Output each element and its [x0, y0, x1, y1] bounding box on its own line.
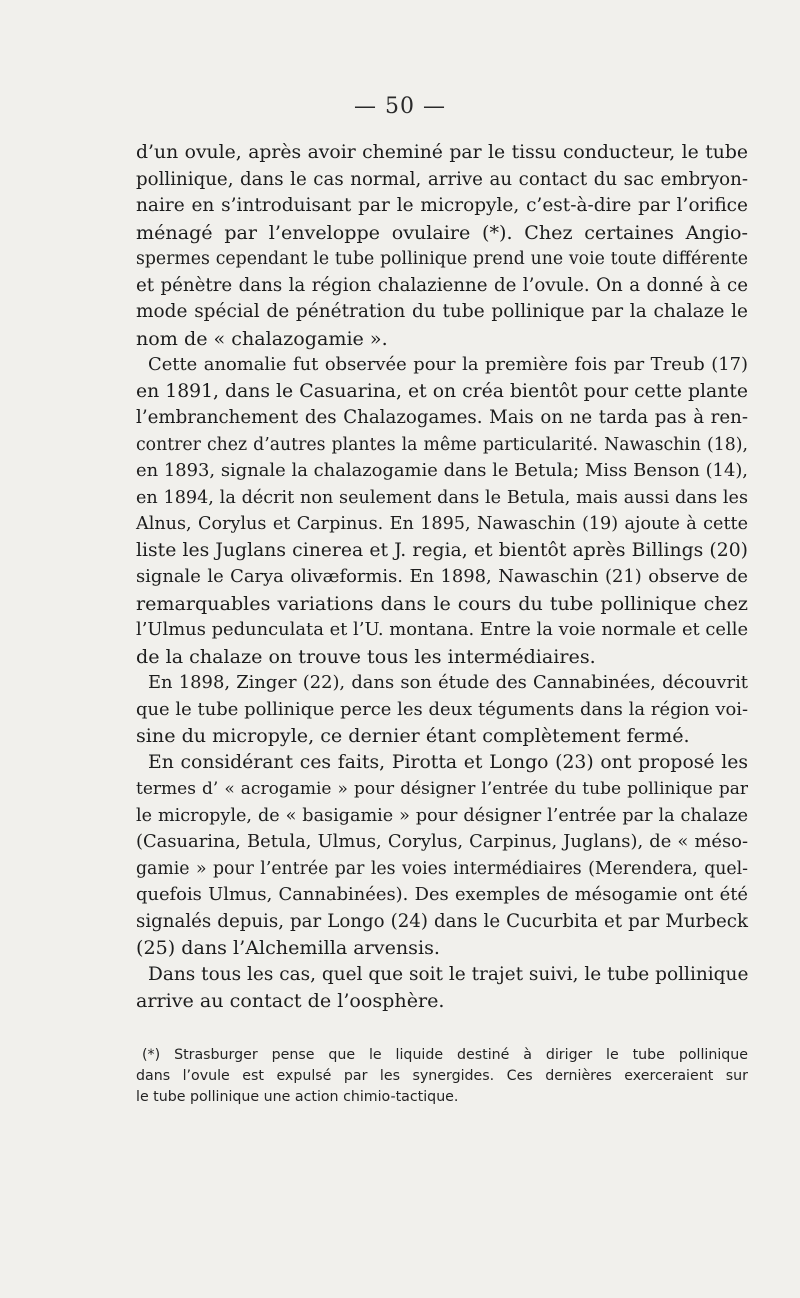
footnote-line: le tube pollinique une action chimio-tactique.: [136, 1089, 459, 1105]
footnote-line: (*) Strasburger pense que le liquide destiné à diriger le tube pollinique: [142, 1047, 748, 1063]
text-line: spermes cependant le tube pollinique prend une voie toute différente: [136, 249, 748, 269]
text-line: signale le Carya olivæformis. En 1898, Nawaschin (21) observe de: [136, 566, 748, 587]
text-line: (Casuarina, Betula, Ulmus, Corylus, Carpinus, Juglans), de « méso-: [136, 831, 748, 852]
text-line: contrer chez d’autres plantes la même particularité. Nawaschin (18),: [136, 434, 748, 455]
text-line: Dans tous les cas, quel que soit le trajet suivi, le tube pollinique: [148, 963, 749, 985]
text-line: En considérant ces faits, Pirotta et Longo (23) ont proposé les: [148, 751, 748, 773]
text-line: quefois Ulmus, Cannabinées). Des exemples de mésogamie ont été: [136, 884, 748, 905]
text-line: liste les Juglans cinerea et J. regia, et bientôt après Billings (20): [136, 539, 748, 561]
text-line: termes d’ « acrogamie » pour désigner l’entrée du tube pollinique par: [136, 779, 748, 799]
text-line: en 1894, la décrit non seulement dans le Betula, mais aussi dans les: [136, 487, 748, 508]
text-line: En 1898, Zinger (22), dans son étude des Cannabinées, découvrit: [148, 672, 748, 693]
text-line: ménagé par l’enveloppe ovulaire (*). Chez certaines Angio-: [136, 220, 748, 244]
text-line: nom de « chalazogamie ».: [136, 326, 388, 350]
text-line: et pénètre dans la région chalazienne de l’ovule. On a donné à ce: [136, 274, 748, 296]
page-number: — 50 —: [354, 94, 446, 119]
text-line: remarquables variations dans le cours du tube pollinique chez: [136, 591, 748, 615]
text-line: en 1891, dans le Casuarina, et on créa bientôt pour cette plante: [136, 380, 748, 402]
text-line: Cette anomalie fut observée pour la première fois par Treub (17): [148, 354, 748, 375]
text-line: signalés depuis, par Longo (24) dans le Cucurbita et par Murbeck: [136, 910, 748, 932]
text-line: l’embranchement des Chalazogames. Mais on ne tarda pas à ren-: [136, 407, 748, 428]
footnote: [136, 1045, 748, 1108]
text-line: arrive au contact de l’oosphère.: [136, 989, 445, 1012]
text-line: l’Ulmus pedunculata et l’U. montana. Entre la voie normale et celle: [136, 619, 749, 640]
text-line: Alnus, Corylus et Carpinus. En 1895, Nawaschin (19) ajoute à cette: [136, 514, 748, 534]
text-line: sine du micropyle, ce dernier étant complètement fermé.: [136, 724, 690, 747]
body-text: [136, 140, 748, 1015]
text-line: (25) dans l’Alchemilla arvensis.: [136, 936, 440, 959]
footnote-line: dans l’ovule est expulsé par les synergides. Ces dernières exerceraient sur: [136, 1068, 748, 1084]
text-line: que le tube pollinique perce les deux téguments dans la région voi-: [136, 698, 748, 720]
text-line: le micropyle, de « basigamie » pour désigner l’entrée par la chalaze: [136, 805, 748, 826]
text-line: pollinique, dans le cas normal, arrive au contact du sac embryon-: [136, 168, 748, 190]
text-line: naire en s’introduisant par le micropyle, c’est-à-dire par l’orifice: [136, 195, 748, 216]
text-line: en 1893, signale la chalazogamie dans le Betula; Miss Benson (14),: [136, 460, 748, 481]
text-line: de la chalaze on trouve tous les intermédiaires.: [136, 644, 596, 668]
text-line: d’un ovule, après avoir cheminé par le tissu conducteur, le tube: [136, 142, 748, 163]
text-line: mode spécial de pénétration du tube pollinique par la chalaze le: [136, 301, 748, 322]
text-line: gamie » pour l’entrée par les voies intermédiaires (Merendera, quel-: [136, 858, 748, 879]
